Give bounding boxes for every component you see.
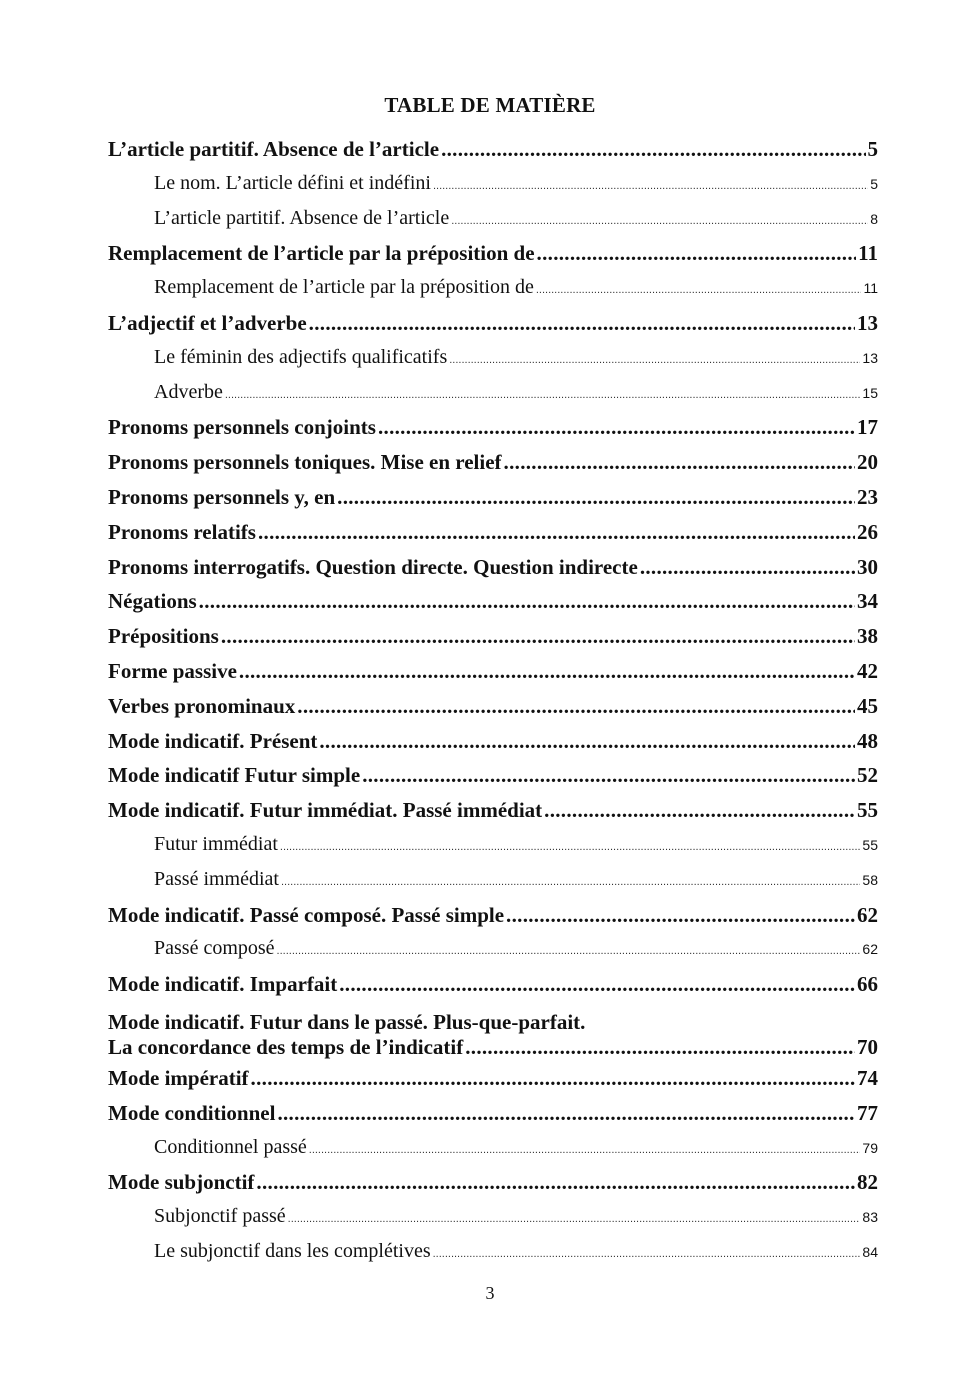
- toc-subentry[interactable]: [108, 207, 878, 242]
- toc-page-number: 26: [857, 519, 878, 544]
- toc-page-number: 48: [857, 728, 878, 753]
- toc-page-number: 77: [857, 1100, 878, 1125]
- toc-entry[interactable]: [108, 972, 878, 1007]
- dot-leader: [277, 945, 861, 957]
- toc-entry-label: Mode subjonctif: [108, 1170, 255, 1195]
- toc-entry-label: Remplacement de l’article par la préposition de: [154, 276, 534, 299]
- toc-page-number: 52: [857, 763, 878, 788]
- dot-leader: [339, 972, 855, 997]
- toc-entry-label: Pronoms personnels conjoints: [108, 415, 376, 440]
- toc-entry-label: Passé composé: [154, 937, 275, 960]
- dot-leader: [256, 1170, 855, 1195]
- toc-page-number: 17: [857, 415, 878, 440]
- toc-page-number: 79: [862, 1139, 878, 1156]
- toc-entry[interactable]: [108, 589, 878, 624]
- toc-page-number: 38: [857, 624, 878, 649]
- toc-entry[interactable]: [108, 555, 878, 590]
- dot-leader: [465, 1035, 855, 1060]
- dot-leader: [449, 354, 860, 366]
- toc-entry-label: L’article partitif. Absence de l’article: [108, 137, 440, 161]
- toc-entry[interactable]: [108, 241, 878, 276]
- dot-leader: [199, 589, 855, 614]
- dot-leader: [277, 1101, 855, 1126]
- dot-leader: [544, 798, 855, 823]
- dot-leader: [433, 180, 868, 192]
- toc-subentry[interactable]: [108, 276, 878, 311]
- toc-entry[interactable]: [108, 311, 878, 346]
- toc-subentry[interactable]: [108, 833, 878, 868]
- toc-page-number: 58: [862, 871, 878, 888]
- toc-entry[interactable]: [108, 798, 878, 833]
- dot-leader: [537, 241, 857, 266]
- toc-entry[interactable]: [108, 763, 878, 798]
- toc-entry-label: Pronoms personnels toniques. Mise en relief: [108, 450, 502, 475]
- toc-entry[interactable]: [108, 450, 878, 485]
- dot-leader: [337, 485, 855, 510]
- page-number: 3: [485, 1283, 495, 1303]
- toc-entry-label: Mode indicatif. Passé composé. Passé simple: [108, 902, 505, 927]
- table-of-contents: [108, 137, 878, 1275]
- toc-page-number: 34: [857, 589, 878, 614]
- toc-entry-label: Mode indicatif. Imparfait: [108, 972, 338, 997]
- toc-entry-label: L’article partitif. Absence de l’article: [154, 206, 450, 229]
- toc-entry-label: Remplacement de l’article par la préposition de: [108, 241, 535, 266]
- toc-entry[interactable]: [108, 694, 878, 729]
- toc-page-number: 5: [870, 175, 878, 192]
- toc-page-number: 11: [863, 280, 878, 297]
- dot-leader: [451, 215, 868, 227]
- toc-entry-label: Conditionnel passé: [154, 1135, 307, 1158]
- dot-leader: [251, 1066, 855, 1091]
- toc-entry[interactable]: [108, 729, 878, 764]
- toc-page-number: 42: [857, 658, 878, 683]
- dot-leader: [309, 1144, 861, 1156]
- toc-page-number: 70: [857, 1034, 878, 1059]
- dot-leader: [319, 729, 855, 754]
- toc-page-number: 62: [862, 941, 878, 958]
- toc-entry[interactable]: [108, 1066, 878, 1101]
- toc-page-number: 11: [858, 241, 878, 266]
- toc-entry-label: Mode impératif: [108, 1065, 249, 1090]
- toc-page-number: 20: [857, 450, 878, 475]
- toc-title: TABLE DE MATIÈRE: [384, 93, 596, 117]
- toc-entry-label: Le subjonctif dans les complétives: [154, 1239, 431, 1262]
- toc-entry-label: Le féminin des adjectifs qualificatifs: [154, 345, 448, 368]
- toc-subentry[interactable]: [108, 381, 878, 416]
- toc-entry-label: Prépositions: [108, 624, 219, 649]
- toc-entry-label: Subjonctif passé: [154, 1205, 286, 1228]
- toc-entry-label-line1: Mode indicatif. Futur dans le passé. Plus-que-parfait.: [108, 1009, 586, 1034]
- toc-subentry[interactable]: [108, 868, 878, 903]
- toc-entry-label: Mode indicatif Futur simple: [108, 763, 361, 788]
- dot-leader: [280, 841, 861, 853]
- toc-page-number: 66: [857, 972, 878, 997]
- dot-leader: [504, 450, 855, 475]
- toc-subentry[interactable]: [108, 937, 878, 972]
- toc-entry[interactable]: [108, 1101, 878, 1136]
- toc-entry[interactable]: [108, 415, 878, 450]
- toc-page-number: 8: [870, 210, 878, 227]
- toc-page-number: 84: [862, 1243, 878, 1260]
- toc-entry-label: Mode indicatif. Futur immédiat. Passé immédiat: [108, 798, 543, 823]
- toc-entry-label: Mode indicatif. Présent: [108, 728, 318, 753]
- toc-entry-label: Passé immédiat: [154, 867, 279, 890]
- dot-leader: [297, 694, 855, 719]
- toc-page-number: 5: [867, 137, 878, 161]
- toc-entry-label: Pronoms relatifs: [108, 519, 256, 544]
- dot-leader: [239, 659, 855, 684]
- toc-subentry[interactable]: [108, 1136, 878, 1171]
- toc-entry-label: Futur immédiat: [154, 832, 278, 855]
- toc-page-number: 62: [857, 902, 878, 927]
- dot-leader: [433, 1248, 861, 1260]
- dot-leader: [281, 876, 860, 888]
- toc-entry-label: Pronoms personnels y, en: [108, 484, 336, 509]
- dot-leader: [225, 389, 861, 401]
- dot-leader: [362, 763, 855, 788]
- toc-entry-label: Forme passive: [108, 658, 237, 683]
- toc-entry[interactable]: [108, 1009, 878, 1060]
- dot-leader: [288, 1213, 861, 1225]
- toc-entry[interactable]: [108, 903, 878, 938]
- toc-entry[interactable]: [108, 624, 878, 659]
- toc-entry[interactable]: [108, 137, 878, 172]
- toc-entry[interactable]: [108, 1170, 878, 1205]
- toc-entry-label: Pronoms interrogatifs. Question directe. Question indirecte: [108, 554, 638, 579]
- dot-leader: [506, 903, 855, 928]
- dot-leader: [536, 284, 862, 296]
- dot-leader: [441, 137, 865, 162]
- toc-entry[interactable]: [108, 659, 878, 694]
- dot-leader: [640, 555, 855, 580]
- dot-leader: [378, 415, 855, 440]
- toc-page-number: 45: [857, 693, 878, 718]
- toc-page-number: 55: [857, 798, 878, 823]
- toc-entry-label: Mode conditionnel: [108, 1100, 276, 1125]
- toc-entry-label: La concordance des temps de l’indicatif: [108, 1034, 464, 1059]
- dot-leader: [221, 624, 855, 649]
- dot-leader: [258, 520, 855, 545]
- toc-page-number: 13: [862, 349, 878, 366]
- toc-page-number: 74: [857, 1065, 878, 1090]
- toc-entry[interactable]: [108, 520, 878, 555]
- toc-page-number: 30: [857, 554, 878, 579]
- toc-page-number: 13: [857, 310, 878, 335]
- toc-subentry[interactable]: [108, 1240, 878, 1275]
- toc-page-number: 23: [857, 484, 878, 509]
- toc-page-number: 55: [862, 836, 878, 853]
- dot-leader: [309, 311, 855, 336]
- toc-subentry[interactable]: [108, 346, 878, 381]
- toc-entry-label: Adverbe: [154, 380, 223, 403]
- toc-page-number: 82: [857, 1170, 878, 1195]
- toc-subentry[interactable]: [108, 172, 878, 207]
- toc-entry-label: Verbes pronominaux: [108, 693, 296, 718]
- toc-subentry[interactable]: [108, 1205, 878, 1240]
- toc-entry-label: Le nom. L’article défini et indéfini: [154, 171, 431, 194]
- toc-page-number: 15: [862, 384, 878, 401]
- toc-entry-label: Négations: [108, 589, 197, 614]
- toc-entry-label: L’adjectif et l’adverbe: [108, 310, 307, 335]
- toc-page-number: 83: [862, 1209, 878, 1226]
- toc-entry[interactable]: [108, 485, 878, 520]
